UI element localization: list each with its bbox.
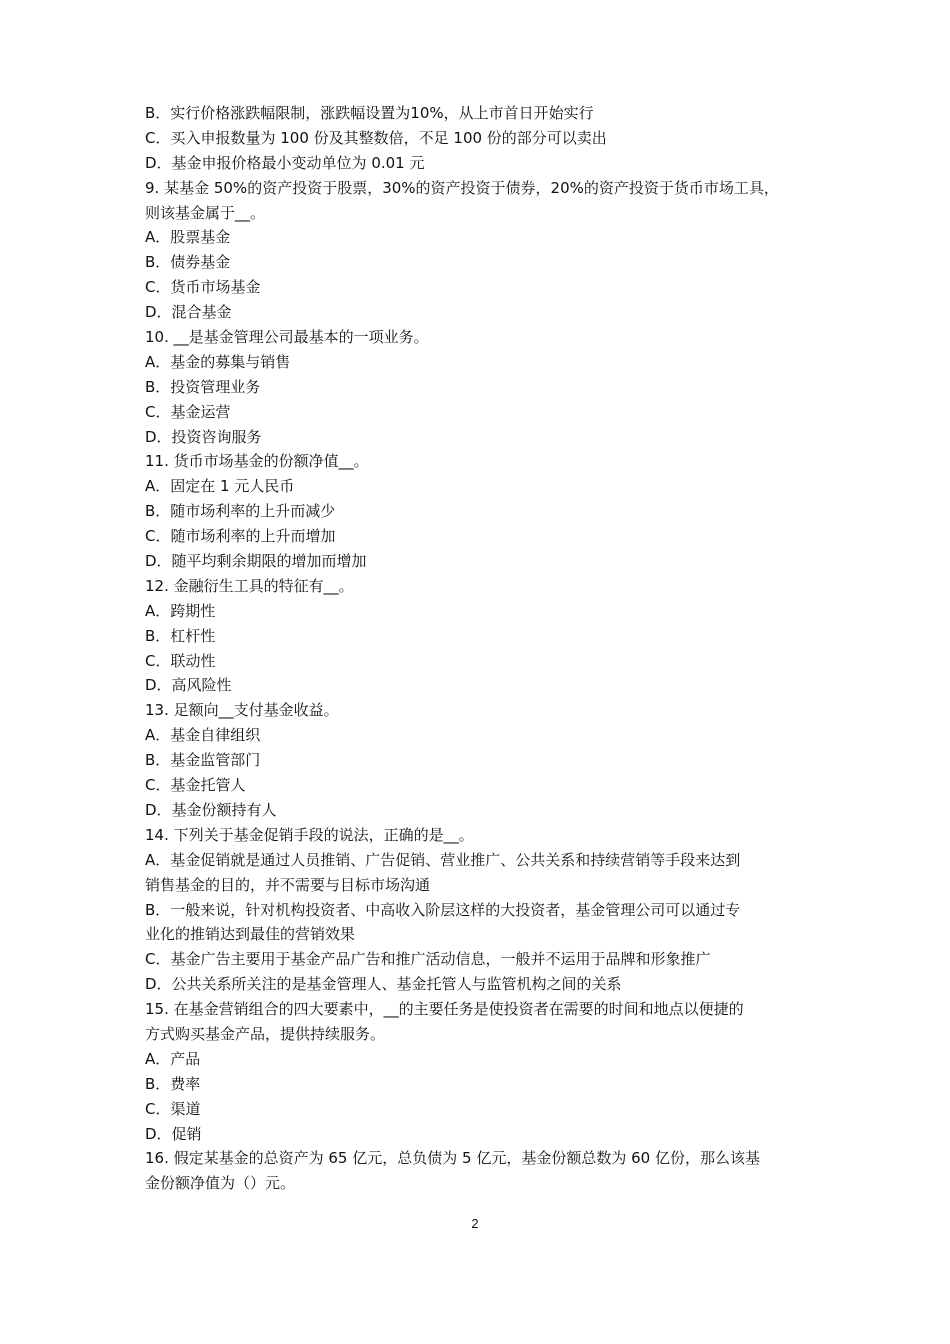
text-line: B．一般来说，针对机构投资者、中高收入阶层这样的大投资者，基金管理公司可以通过专 <box>145 900 741 919</box>
text-line: 销售基金的目的，并不需要与目标市场沟通 <box>145 875 431 894</box>
text-line: D．基金申报价格最小变动单位为 0.01 元 <box>145 153 425 172</box>
document-body <box>145 101 810 1196</box>
page-number: 2 <box>471 1216 479 1231</box>
text-line: D．投资咨询服务 <box>145 427 262 446</box>
text-line: D．混合基金 <box>145 303 232 322</box>
text-line: 业化的推销达到最佳的营销效果 <box>145 925 356 944</box>
text-line: 13. 足额向__支付基金收益。 <box>145 701 339 720</box>
text-line: D．基金份额持有人 <box>145 800 277 819</box>
text-line: 15. 在基金营销组合的四大要素中，__的主要任务是使投资者在需要的时间和地点以便捷的 <box>145 1000 744 1019</box>
text-line: A．基金自律组织 <box>145 726 261 745</box>
text-line: B．债券基金 <box>145 253 231 272</box>
text-line: C．基金运营 <box>145 402 231 421</box>
text-line: 10. __是基金管理公司最基本的一项业务。 <box>145 328 429 347</box>
text-line: C．渠道 <box>145 1099 201 1118</box>
text-line: C．基金广告主要用于基金产品广告和推广活动信息，一般并不运用于品牌和形象推广 <box>145 950 711 969</box>
text-line: B．基金监管部门 <box>145 751 261 770</box>
text-line: 方式购买基金产品，提供持续服务。 <box>145 1024 386 1043</box>
text-line: D．公共关系所关注的是基金管理人、基金托管人与监管机构之间的关系 <box>145 975 622 994</box>
text-line: 11. 货币市场基金的份额净值__。 <box>145 452 369 471</box>
text-line: C．买入申报数量为 100 份及其整数倍，不足 100 份的部分可以卖出 <box>145 128 607 147</box>
text-line: C．货币市场基金 <box>145 278 261 297</box>
text-line: 则该基金属于__。 <box>145 203 266 222</box>
text-line: A．跨期性 <box>145 601 216 620</box>
text-line: 9. 某基金 50%的资产投资于股票，30%的资产投资于债券，20%的资产投资于货币市场工具， <box>145 178 779 197</box>
text-line: A．股票基金 <box>145 228 231 247</box>
text-line: A．基金的募集与销售 <box>145 352 291 371</box>
text-line: A．基金促销就是通过人员推销、广告促销、营业推广、公共关系和持续营销等手段来达到 <box>145 850 741 869</box>
text-line: C．基金托管人 <box>145 776 246 795</box>
text-line: A．固定在 1 元人民币 <box>145 477 295 496</box>
text-line: A．产品 <box>145 1049 201 1068</box>
text-line: 12. 金融衍生工具的特征有__。 <box>145 576 354 595</box>
text-line: B．费率 <box>145 1074 201 1093</box>
text-line: D．随平均剩余期限的增加而增加 <box>145 552 367 571</box>
text-line: C．联动性 <box>145 651 216 670</box>
text-line: 金份额净值为（）元。 <box>145 1174 296 1193</box>
text-line: B．随市场利率的上升而减少 <box>145 502 336 521</box>
text-line: B．实行价格涨跌幅限制，涨跌幅设置为10%，从上市首日开始实行 <box>145 104 594 122</box>
text-line: 14. 下列关于基金促销手段的说法，正确的是__。 <box>145 825 474 844</box>
text-line: B．投资管理业务 <box>145 377 261 396</box>
text-line: 16. 假定某基金的总资产为 65 亿元，总负债为 5 亿元，基金份额总数为 60 亿份，那么该基 <box>145 1149 760 1168</box>
text-line: D．高风险性 <box>145 676 232 695</box>
text-line: B．杠杆性 <box>145 626 216 645</box>
text-line: C．随市场利率的上升而增加 <box>145 527 336 546</box>
text-line: D．促销 <box>145 1124 202 1143</box>
